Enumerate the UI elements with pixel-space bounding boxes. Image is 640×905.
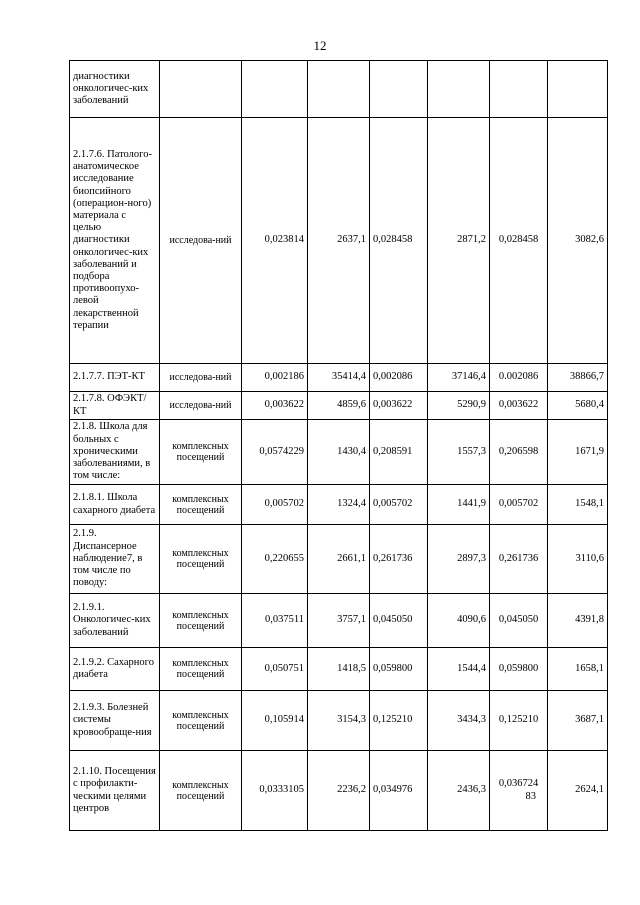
cell-v6: 4391,8 bbox=[548, 594, 608, 648]
cell-v1: 0,220655 bbox=[242, 525, 308, 594]
table-row bbox=[70, 648, 608, 691]
table-row bbox=[70, 485, 608, 525]
cell-v5: 0,045050 bbox=[490, 594, 548, 648]
table-row bbox=[70, 594, 608, 648]
row-unit: исследова-ний bbox=[160, 118, 242, 364]
table-row bbox=[70, 61, 608, 118]
cell-v1: 0,105914 bbox=[242, 691, 308, 751]
row-name: 2.1.8. Школа для больных с хроническими заболеваниями, в том числе: bbox=[70, 420, 160, 485]
row-unit bbox=[160, 61, 242, 118]
cell-v5-line1: 0,036724 bbox=[498, 778, 539, 790]
row-name: 2.1.8.1. Школа сахарного диабета bbox=[70, 485, 160, 525]
cell-v6: 1658,1 bbox=[548, 648, 608, 691]
cell-v6: 2624,1 bbox=[548, 751, 608, 831]
cell-v4: 2897,3 bbox=[428, 525, 490, 594]
cell-v3: 0,002086 bbox=[370, 364, 428, 392]
cell-v2: 1418,5 bbox=[308, 648, 370, 691]
cell-v2 bbox=[308, 61, 370, 118]
cell-v1: 0,0333105 bbox=[242, 751, 308, 831]
cell-v5-line2: 83 bbox=[525, 790, 536, 802]
row-unit: комплексных посещений bbox=[160, 525, 242, 594]
cell-v5: 0,261736 bbox=[490, 525, 548, 594]
row-unit: исследова-ний bbox=[160, 392, 242, 420]
cell-v6: 3082,6 bbox=[548, 118, 608, 364]
row-unit: комплексных посещений bbox=[160, 420, 242, 485]
cell-v2: 2637,1 bbox=[308, 118, 370, 364]
cell-v1 bbox=[242, 61, 308, 118]
cell-v3: 0,005702 bbox=[370, 485, 428, 525]
cell-v1: 0,0574229 bbox=[242, 420, 308, 485]
cell-v3 bbox=[370, 61, 428, 118]
row-name: 2.1.10. Посещения с профилакти-ческими целями центров bbox=[70, 751, 160, 831]
row-unit: комплексных посещений bbox=[160, 648, 242, 691]
cell-v3: 0,045050 bbox=[370, 594, 428, 648]
cell-v6: 1671,9 bbox=[548, 420, 608, 485]
row-name: диагностики онкологичес-ких заболеваний bbox=[70, 61, 160, 118]
cell-v6: 3110,6 bbox=[548, 525, 608, 594]
cell-v4: 37146,4 bbox=[428, 364, 490, 392]
cell-v5 bbox=[490, 61, 548, 118]
cell-v2: 3154,3 bbox=[308, 691, 370, 751]
cell-v5: 0,028458 bbox=[490, 118, 548, 364]
cell-v1: 0,050751 bbox=[242, 648, 308, 691]
row-name: 2.1.7.6. Патолого-анатомическое исследование биопсийного (операцион-ного) материала с целью диагностики онкологичес-ких заболеваний и подбора противоопухо-левой лекарственной терапии bbox=[70, 118, 160, 364]
cell-v2: 2236,2 bbox=[308, 751, 370, 831]
row-unit: комплексных посещений bbox=[160, 691, 242, 751]
cell-v4: 5290,9 bbox=[428, 392, 490, 420]
row-name: 2.1.9. Диспансерное наблюдение7, в том числе по поводу: bbox=[70, 525, 160, 594]
table-row bbox=[70, 691, 608, 751]
cell-v4: 3434,3 bbox=[428, 691, 490, 751]
cell-v3: 0,261736 bbox=[370, 525, 428, 594]
cell-v4: 2871,2 bbox=[428, 118, 490, 364]
table-row bbox=[70, 751, 608, 831]
cell-v6 bbox=[548, 61, 608, 118]
cell-v3: 0,034976 bbox=[370, 751, 428, 831]
cell-v3: 0,208591 bbox=[370, 420, 428, 485]
cell-v3: 0,028458 bbox=[370, 118, 428, 364]
cell-v5: 0,125210 bbox=[490, 691, 548, 751]
row-name: 2.1.7.8. ОФЭКТ/КТ bbox=[70, 392, 160, 420]
cell-v3: 0,059800 bbox=[370, 648, 428, 691]
cell-v4: 1557,3 bbox=[428, 420, 490, 485]
table-row bbox=[70, 525, 608, 594]
row-unit: исследова-ний bbox=[160, 364, 242, 392]
table-row bbox=[70, 118, 608, 364]
cell-v2: 4859,6 bbox=[308, 392, 370, 420]
cell-v1: 0,005702 bbox=[242, 485, 308, 525]
cell-v5 bbox=[490, 751, 548, 831]
cell-v5: 0,005702 bbox=[490, 485, 548, 525]
cell-v2: 3757,1 bbox=[308, 594, 370, 648]
row-name: 2.1.9.3. Болезней системы кровообраще-ния bbox=[70, 691, 160, 751]
row-unit: комплексных посещений bbox=[160, 485, 242, 525]
row-name: 2.1.9.1. Онкологичес-ких заболеваний bbox=[70, 594, 160, 648]
cell-v4: 2436,3 bbox=[428, 751, 490, 831]
table-row bbox=[70, 364, 608, 392]
cell-v5: 0.002086 bbox=[490, 364, 548, 392]
cell-v3: 0,003622 bbox=[370, 392, 428, 420]
cell-v1: 0,023814 bbox=[242, 118, 308, 364]
cell-v6: 38866,7 bbox=[548, 364, 608, 392]
table-row bbox=[70, 420, 608, 485]
cell-v6: 3687,1 bbox=[548, 691, 608, 751]
cell-v5: 0,003622 bbox=[490, 392, 548, 420]
cell-v2: 2661,1 bbox=[308, 525, 370, 594]
cell-v1: 0,002186 bbox=[242, 364, 308, 392]
cell-v4 bbox=[428, 61, 490, 118]
row-unit: комплексных посещений bbox=[160, 751, 242, 831]
table-row bbox=[70, 392, 608, 420]
cell-v6: 5680,4 bbox=[548, 392, 608, 420]
cell-v4: 1544,4 bbox=[428, 648, 490, 691]
row-name: 2.1.9.2. Сахарного диабета bbox=[70, 648, 160, 691]
cell-v2: 1430,4 bbox=[308, 420, 370, 485]
cell-v1: 0,037511 bbox=[242, 594, 308, 648]
page-number: 12 bbox=[313, 38, 327, 53]
row-name: 2.1.7.7. ПЭТ-КТ bbox=[70, 364, 160, 392]
cell-v5: 0,206598 bbox=[490, 420, 548, 485]
cell-v1: 0,003622 bbox=[242, 392, 308, 420]
cell-v4: 1441,9 bbox=[428, 485, 490, 525]
cell-v3: 0,125210 bbox=[370, 691, 428, 751]
row-unit: комплексных посещений bbox=[160, 594, 242, 648]
cell-v6: 1548,1 bbox=[548, 485, 608, 525]
cell-v5: 0,059800 bbox=[490, 648, 548, 691]
cell-v2: 35414,4 bbox=[308, 364, 370, 392]
tariff-table bbox=[69, 60, 608, 831]
cell-v4: 4090,6 bbox=[428, 594, 490, 648]
cell-v2: 1324,4 bbox=[308, 485, 370, 525]
